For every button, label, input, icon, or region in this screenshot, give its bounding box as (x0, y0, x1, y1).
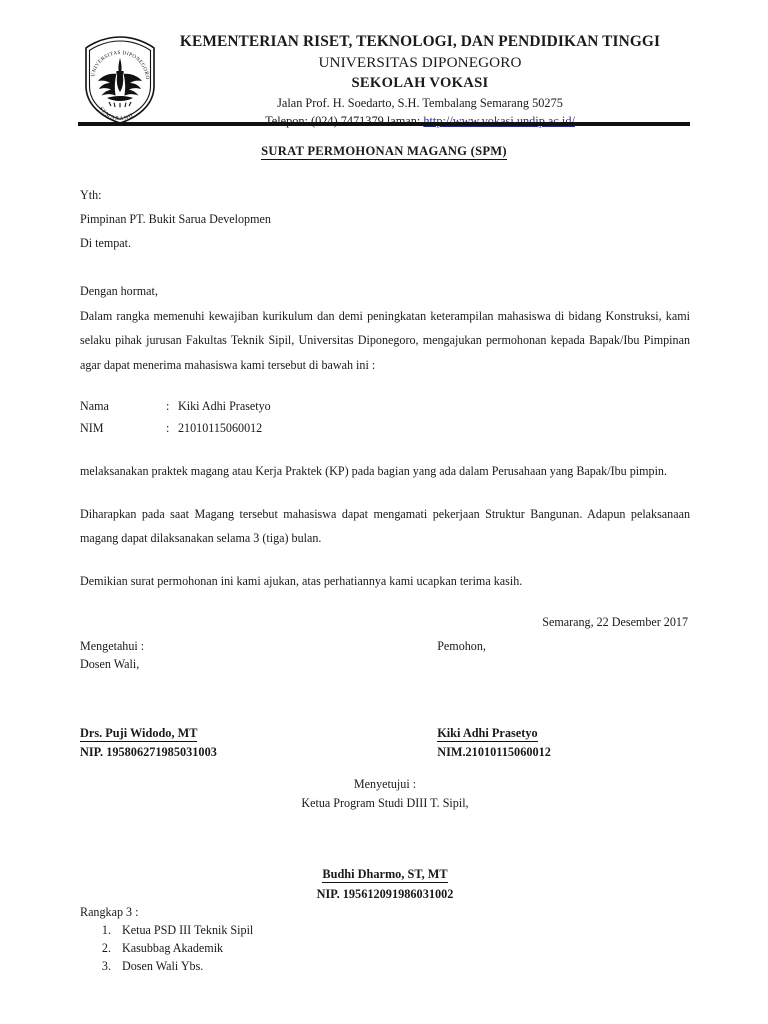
signature-block-applicant (397, 637, 690, 673)
signature-names-row (80, 725, 690, 761)
faculty-name: SEKOLAH VOKASI (351, 75, 489, 92)
approver-nip: NIP. 195612091986031002 (316, 887, 454, 902)
paragraph-expectation: Diharapkan pada saat Magang tersebut mahasiswa dapat mengamati pekerjaan Struktur Bangunan. Adapun pelaksanaan magang dapat dilaksanakan selama 3 (tiga) bulan. (80, 506, 690, 546)
signature-columns (80, 637, 690, 673)
sep-nim: : (166, 421, 170, 436)
list-item: 3. Dosen Wali Ybs. (114, 957, 690, 975)
salutation-yth: Yth: (80, 188, 102, 203)
student-identity-table (80, 395, 271, 439)
advisor-name-block (80, 725, 397, 761)
address-line: Jalan Prof. H. Soedarto, S.H. Tembalang Semarang 50275 (277, 96, 563, 111)
svg-text:UNIVERSITAS DIPONEGORO: UNIVERSITAS DIPONEGORO (90, 49, 151, 80)
greeting-line: Dengan hormat, (80, 284, 158, 299)
label-nama: Nama (80, 399, 109, 414)
paragraph-intro: Dalam rangka memenuhi kewajiban kurikulum dan demi peningkatan keterampilan mahasiswa di bidang Konstruksi, kami selaku pihak jurusan Fakultas Teknik Sipil, Universitas Diponegoro, mengajukan permohonan kepada Bapak/Ibu Pimpinan agar dapat menerima mahasiswa kami tersebut di bawah ini : (80, 308, 690, 372)
applicant-nim: NIM.21010115060012 (437, 745, 551, 760)
advisor-name: Drs. Puji Widodo, MT (80, 726, 198, 741)
letterhead (0, 0, 768, 130)
copies-title: Rangkap 3 : (80, 905, 139, 920)
header-divider-rule (78, 122, 690, 126)
approver-name: Budhi Dharmo, ST, MT (322, 867, 448, 882)
copies-list (80, 921, 690, 975)
label-menyetujui: Menyetujui : (353, 777, 417, 792)
paragraph-internship: melaksanakan praktek magang atau Kerja Praktek (KP) pada bagian yang ada dalam Perusahaan yang Bapak/Ibu pimpin. (80, 464, 668, 479)
university-name: UNIVERSITAS DIPONEGORO (318, 53, 522, 71)
applicant-name-block (397, 725, 690, 761)
label-dosen-wali: Dosen Wali, (80, 657, 140, 672)
recipient-place: Di tempat. (80, 236, 132, 251)
letter-date: Semarang, 22 Desember 2017 (542, 615, 688, 630)
document-title-text: SURAT PERMOHONAN MAGANG (SPM) (261, 144, 507, 159)
value-nama: Kiki Adhi Prasetyo (178, 399, 271, 414)
letter-body (0, 159, 768, 975)
recipient-company: Pimpinan PT. Bukit Sarua Developmen (80, 212, 271, 227)
document-title (0, 144, 768, 159)
approval-block (80, 775, 690, 903)
sep-nama: : (166, 399, 170, 414)
svg-text:SEMARANG: SEMARANG (97, 105, 135, 123)
table-row-nama (80, 395, 271, 417)
advisor-nip: NIP. 195806271985031003 (80, 745, 217, 760)
list-item: 1. Ketua PSD III Teknik Sipil (114, 921, 690, 939)
paragraph-closing: Demikian surat permohonan ini kami ajukan, atas perhatiannya kami ucapkan terima kasih. (80, 573, 523, 588)
label-pemohon: Pemohon, (437, 639, 486, 654)
ministry-name: KEMENTERIAN RISET, TEKNOLOGI, DAN PENDIDIKAN TINGGI (179, 33, 661, 50)
value-nim: 21010115060012 (178, 421, 263, 436)
applicant-name: Kiki Adhi Prasetyo (437, 726, 538, 741)
signature-block-advisor (80, 637, 397, 673)
label-mengetahui: Mengetahui : (80, 639, 145, 654)
list-item: 2. Kasubbag Akademik (114, 939, 690, 957)
table-row-nim (80, 417, 271, 439)
label-nim: NIM (80, 421, 104, 436)
label-ketua-prodi: Ketua Program Studi DIII T. Sipil, (301, 796, 469, 811)
